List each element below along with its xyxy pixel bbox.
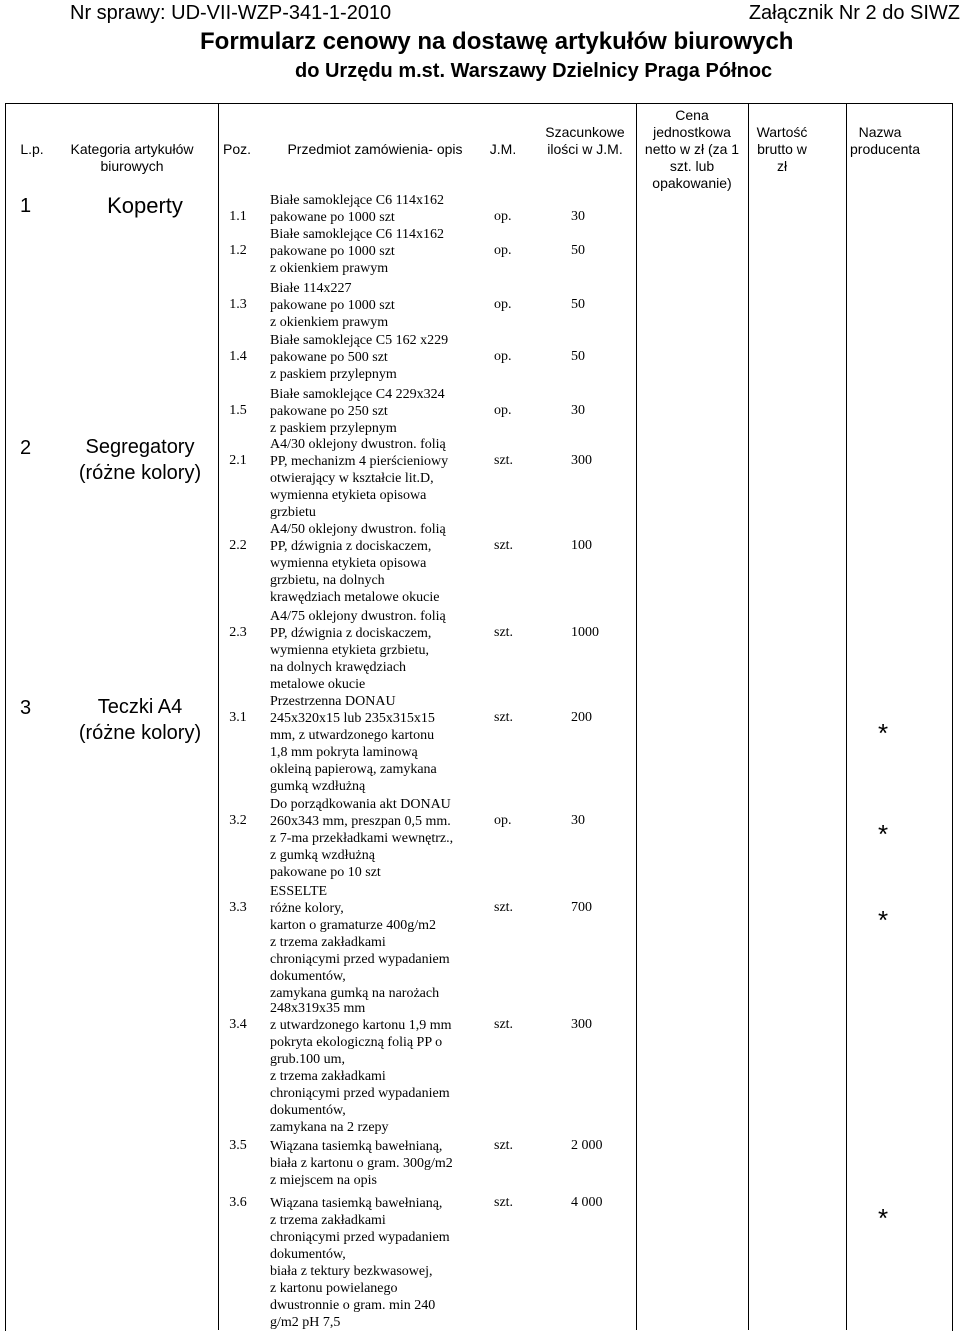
item-description: Białe samoklejące C4 229x324 pakowane po 250 szt z paskiem przylepnym xyxy=(270,387,445,436)
item-description: Wiązana tasiemką bawełnianą, biała z kartonu o gram. 300g/m2 z miejscem na opis xyxy=(270,1139,453,1188)
item-unit: szt. xyxy=(494,1195,514,1210)
item-position: 2.3 xyxy=(229,625,247,640)
item-position: 3.2 xyxy=(229,813,247,828)
item-unit: szt. xyxy=(494,1138,514,1153)
item-unit: op. xyxy=(494,349,512,364)
item-description: Do porządkowania akt DONAU 260x343 mm, preszpan 0,5 mm. z 7-ma przekładkami wewnętrz., z gumką wzdłużną pakowane po 10 szt xyxy=(270,797,454,880)
asterisk-mark: * xyxy=(878,718,889,748)
item-position: 3.4 xyxy=(229,1017,247,1032)
item-position: 2.2 xyxy=(229,538,247,553)
item-position: 3.6 xyxy=(229,1195,247,1210)
item-unit: op. xyxy=(494,813,512,828)
item-position: 1.3 xyxy=(229,297,247,312)
item-quantity: 50 xyxy=(571,297,585,312)
category-number: 3 xyxy=(20,697,32,719)
column-divider xyxy=(636,103,637,1330)
column-divider xyxy=(846,103,847,1330)
col-header-producer: Nazwa producenta xyxy=(850,124,921,157)
item-description: A4/30 oklejony dwustron. folią PP, mechanizm 4 pierścieniowy otwierający w kształcie lit.D, wymienna etykieta opisowa grzbietu xyxy=(270,437,449,520)
category-name: Segregatory xyxy=(85,436,195,458)
item-unit: szt. xyxy=(494,1017,514,1032)
col-header-price: Cena jednostkowa netto w zł (za 1 szt. lub opakowanie) xyxy=(644,107,740,191)
col-header-lp: L.p. xyxy=(20,141,44,157)
category-number: 2 xyxy=(20,437,32,459)
item-position: 1.5 xyxy=(229,403,247,418)
item-quantity: 30 xyxy=(571,209,585,224)
item-quantity: 200 xyxy=(571,710,592,725)
col-header-category: Kategoria artykułów biurowych xyxy=(70,141,194,174)
item-unit: szt. xyxy=(494,900,514,915)
item-quantity: 1000 xyxy=(571,625,599,640)
category-name: Teczki A4 xyxy=(97,696,183,718)
item-description: Białe samoklejące C5 162 x229 pakowane po 500 szt z paskiem przylepnym xyxy=(270,333,449,382)
attachment-label: Załącznik Nr 2 do SIWZ xyxy=(748,2,960,24)
item-unit: szt. xyxy=(494,710,514,725)
category-name: Koperty xyxy=(107,193,183,218)
item-quantity: 2 000 xyxy=(571,1138,603,1153)
col-header-poz: Poz. xyxy=(222,141,251,157)
category-sub: (różne kolory) xyxy=(78,722,202,744)
item-position: 3.1 xyxy=(229,710,247,725)
col-header-jm: J.M. xyxy=(489,141,517,157)
item-quantity: 700 xyxy=(571,900,592,915)
item-description: Przestrzenna DONAU 245x320x15 lub 235x315x15 mm, z utwardzonego kartonu 1,8 mm pokryta laminową okleiną papierową, zamykana gumką wzdłużną xyxy=(270,694,437,794)
item-position: 1.1 xyxy=(229,209,247,224)
asterisk-mark: * xyxy=(878,905,889,935)
item-quantity: 50 xyxy=(571,349,585,364)
item-description: ESSELTE różne kolory, karton o gramaturze 400g/m2 z trzema zakładkami chroniącymi przed wypadaniem dokumentów, zamykana gumką na narożach xyxy=(270,884,450,1001)
item-unit: op. xyxy=(494,297,512,312)
item-unit: op. xyxy=(494,403,512,418)
item-quantity: 300 xyxy=(571,453,592,468)
item-quantity: 4 000 xyxy=(571,1195,603,1210)
item-quantity: 30 xyxy=(571,813,585,828)
item-description: Białe samoklejące C6 114x162 pakowane po 1000 szt xyxy=(270,193,445,225)
form-title: Formularz cenowy na dostawę artykułów biurowych xyxy=(200,28,794,55)
asterisk-mark: * xyxy=(878,819,889,849)
item-position: 1.4 xyxy=(229,349,247,364)
item-description: A4/50 oklejony dwustron. folią PP, dźwignia z dociskaczem, wymienna etykieta opisowa grzbietu, na dolnych krawędziach metalowe okucie xyxy=(270,522,446,605)
item-description: Białe 114x227 pakowane po 1000 szt z okienkiem prawym xyxy=(270,281,395,330)
item-unit: szt. xyxy=(494,453,514,468)
item-unit: szt. xyxy=(494,625,514,640)
asterisk-mark: * xyxy=(878,1203,889,1233)
item-position: 3.3 xyxy=(229,900,247,915)
form-subtitle: do Urzędu m.st. Warszawy Dzielnicy Praga Północ xyxy=(295,60,773,82)
col-header-qty: Szacunkowe ilości w J.M. xyxy=(545,124,625,157)
item-unit: op. xyxy=(494,209,512,224)
item-position: 2.1 xyxy=(229,453,247,468)
item-unit: op. xyxy=(494,243,512,258)
item-position: 3.5 xyxy=(229,1138,247,1153)
item-description: 248x319x35 mm z utwardzonego kartonu 1,9 mm pokryta ekologiczną folią PP o grub.100 um, z trzema zakładkami chroniącymi przed wypadaniem dokumentów, zamykana na 2 rzepy xyxy=(270,1001,452,1135)
item-position: 1.2 xyxy=(229,243,247,258)
col-header-value: Wartość brutto w zł xyxy=(756,124,808,174)
item-quantity: 30 xyxy=(571,403,585,418)
item-quantity: 300 xyxy=(571,1017,592,1032)
col-header-subject: Przedmiot zamówienia- opis xyxy=(287,141,463,157)
category-number: 1 xyxy=(20,195,32,217)
item-unit: szt. xyxy=(494,538,514,553)
column-divider xyxy=(748,103,749,1330)
case-number: Nr sprawy: UD-VII-WZP-341-1-2010 xyxy=(70,2,392,24)
item-description: Wiązana tasiemką bawełnianą, z trzema zakładkami chroniącymi przed wypadaniem dokumentów, biała z tektury bezkwasowej, z kartonu powielanego dwustronnie o gram. min 240 g/m2 pH 7,5 xyxy=(270,1196,450,1330)
item-quantity: 100 xyxy=(571,538,592,553)
item-description: A4/75 oklejony dwustron. folią PP, dźwignia z dociskaczem, wymienna etykieta grzbietu, na dolnych krawędziach metalowe okucie xyxy=(270,609,446,692)
item-description: Białe samoklejące C6 114x162 pakowane po 1000 szt z okienkiem prawym xyxy=(270,227,445,276)
category-sub: (różne kolory) xyxy=(78,462,202,484)
item-quantity: 50 xyxy=(571,243,585,258)
